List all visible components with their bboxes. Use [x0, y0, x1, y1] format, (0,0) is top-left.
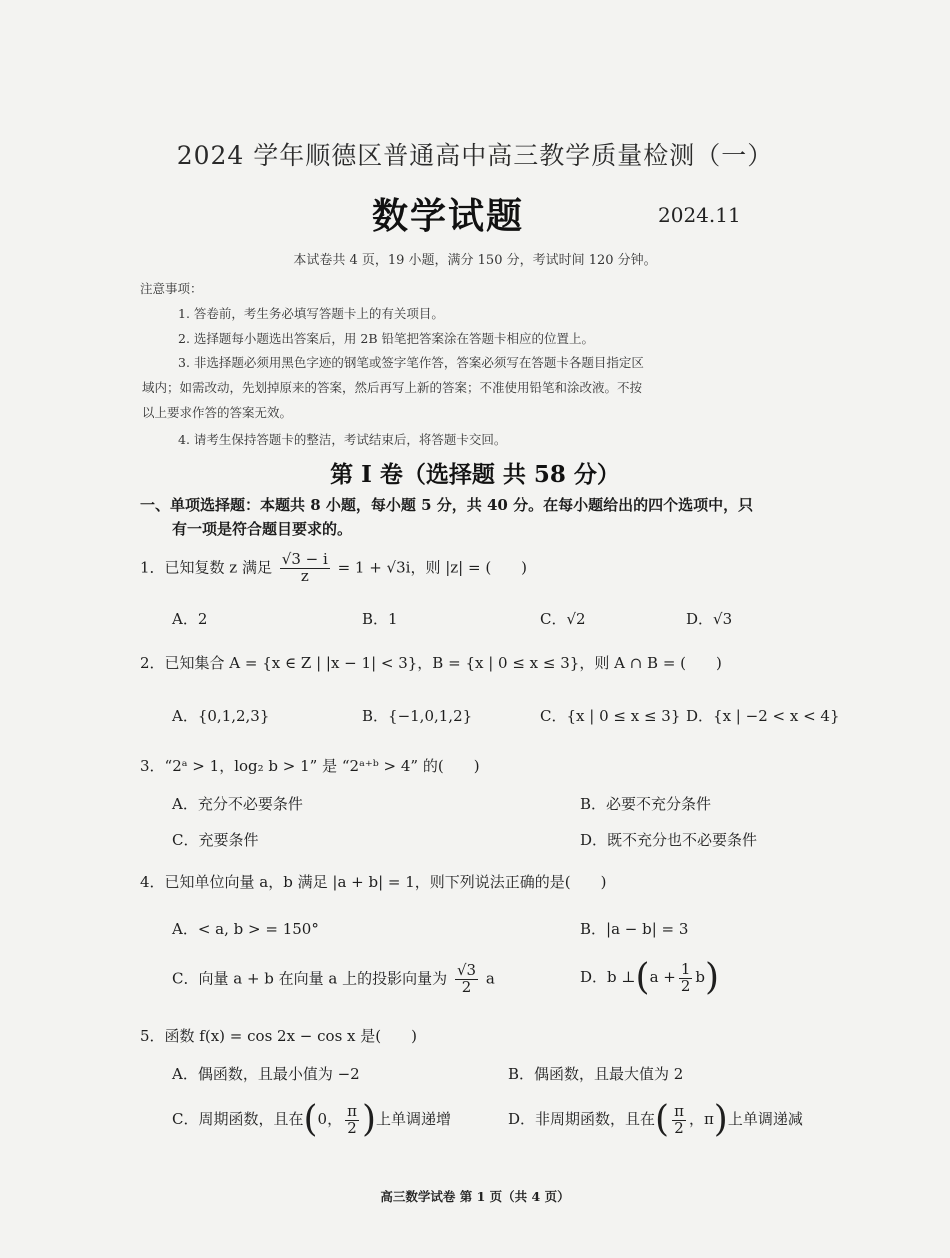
- question-1: [140, 552, 527, 585]
- question-5: 5．函数 f(x) = cos 2x − cos x 是( ): [140, 1027, 417, 1045]
- left-paren: (: [635, 957, 650, 998]
- q4-d-inner-post: b: [695, 968, 705, 986]
- q4-c-post: a: [485, 969, 495, 988]
- notice-item: 2. 选择题每小题选出答案后，用 2B 铅笔把答案涂在答题卡相应的位置上。: [178, 331, 594, 346]
- q4-c-num: √3: [456, 961, 477, 979]
- volume-title: 第 I 卷（选择题 共 58 分）: [330, 461, 620, 488]
- q5-c-post: 上单调递增: [375, 1110, 451, 1128]
- q5-d-pre: D．非周期函数，且在: [508, 1110, 656, 1128]
- q4-c-pre: C．向量 a + b 在向量 a 上的投影向量为: [172, 969, 448, 988]
- q5-d-fraction: [672, 1101, 686, 1137]
- q1-frac-num: √3 − i: [281, 550, 328, 568]
- q1-option-a: A．2: [172, 610, 208, 628]
- q5-d-den: 2: [674, 1118, 684, 1137]
- q1-stem-post: = 1 + √3i，则 |z| = ( ): [337, 558, 528, 577]
- section-heading-cont: 有一项是符合题目要求的。: [172, 520, 353, 538]
- q5-c-pre: C．周期函数，且在: [172, 1110, 304, 1128]
- notice-item: 4. 请考生保持答题卡的整洁，考试结束后，将答题卡交回。: [178, 432, 507, 447]
- q4-c-fraction: [455, 963, 478, 996]
- q3-option-b: B．必要不充分条件: [580, 795, 712, 813]
- question-4: 4．已知单位向量 a，b 满足 |a + b| = 1，则下列说法正确的是( ): [140, 873, 607, 891]
- notice-item: 1. 答卷前，考生务必填写答题卡上的有关项目。: [178, 306, 444, 321]
- left-paren: (: [655, 1099, 670, 1140]
- q3-option-a: A．充分不必要条件: [172, 795, 303, 813]
- q5-option-b: B．偶函数，且最大值为 2: [508, 1065, 684, 1083]
- notice-item: 域内；如需改动，先划掉原来的答案，然后再写上新的答案；不准使用铅笔和涂改液。不按: [142, 380, 643, 395]
- q5-d-post: 上单调递减: [727, 1110, 803, 1128]
- q1-option-d: D．√3: [686, 610, 733, 628]
- right-paren: ): [705, 957, 720, 998]
- exam-title: 2024 学年顺德区普通高中高三教学质量检测（一）: [176, 141, 774, 170]
- q4-c-den: 2: [461, 977, 472, 996]
- notice-item: 以上要求作答的答案无效。: [142, 405, 293, 420]
- section-heading: 一、单项选择题：本题共 8 小题，每小题 5 分，共 40 分。在每小题给出的四个选项中，只: [140, 496, 754, 514]
- q5-c-den: 2: [347, 1118, 357, 1137]
- q4-d-num: 1: [680, 959, 691, 978]
- question-3: 3．“2ᵃ > 1，log₂ b > 1” 是 “2ᵃ⁺ᵇ > 4” 的( ): [140, 757, 480, 775]
- q2-option-a: A．{0,1,2,3}: [172, 707, 270, 725]
- page-footer: 高三数学试卷 第 1 页（共 4 页）: [380, 1189, 570, 1204]
- q1-option-b: B．1: [362, 610, 398, 628]
- notice-title: 注意事项：: [140, 281, 203, 296]
- q4-d-fraction: [679, 959, 693, 995]
- exam-date: 2024.11: [658, 203, 741, 227]
- q5-d-tail: ，π: [688, 1110, 714, 1128]
- q5-c-fraction: [345, 1101, 359, 1137]
- q1-option-c: C．√2: [540, 610, 586, 628]
- q4-option-d: [580, 957, 720, 998]
- q5-c-lead: 0，: [317, 1110, 343, 1128]
- q2-option-d: D．{x | −2 < x < 4}: [686, 707, 840, 725]
- q4-option-c: [172, 963, 495, 996]
- q4-option-a: A．< a, b > = 150°: [172, 920, 319, 938]
- q1-fraction: [280, 552, 330, 585]
- q5-d-num: π: [674, 1101, 684, 1120]
- q5-c-num: π: [347, 1101, 357, 1120]
- q4-d-den: 2: [680, 976, 691, 995]
- right-paren: ): [713, 1099, 728, 1140]
- left-paren: (: [303, 1099, 318, 1140]
- notice-item: 3. 非选择题必须用黑色字迹的钢笔或签字笔作答，答案必须写在答题卡各题目指定区: [178, 355, 644, 370]
- q4-d-inner-pre: a +: [649, 968, 676, 986]
- subject-title: 数学试题: [372, 195, 525, 237]
- q3-option-d: D．既不充分也不必要条件: [580, 831, 758, 849]
- exam-intro: 本试卷共 4 页，19 小题，满分 150 分，考试时间 120 分钟。: [293, 253, 657, 268]
- question-2: 2．已知集合 A = {x ∈ Z | |x − 1| < 3}，B = {x | 0 ≤ x ≤ 3}，则 A ∩ B = ( ): [140, 654, 722, 672]
- q5-option-a: A．偶函数，且最小值为 −2: [172, 1065, 360, 1083]
- q5-option-d: [508, 1099, 803, 1140]
- q1-frac-den: z: [300, 566, 309, 585]
- q4-option-b: B．|a − b| = 3: [580, 920, 689, 938]
- q2-option-b: B．{−1,0,1,2}: [362, 707, 473, 725]
- q1-stem-pre: 1．已知复数 z 满足: [140, 558, 272, 577]
- right-paren: ): [361, 1099, 376, 1140]
- q3-option-c: C．充要条件: [172, 831, 259, 849]
- q5-option-c: [172, 1099, 451, 1140]
- q4-d-pre: D．b ⊥: [580, 968, 636, 986]
- q2-option-c: C．{x | 0 ≤ x ≤ 3}: [540, 707, 681, 725]
